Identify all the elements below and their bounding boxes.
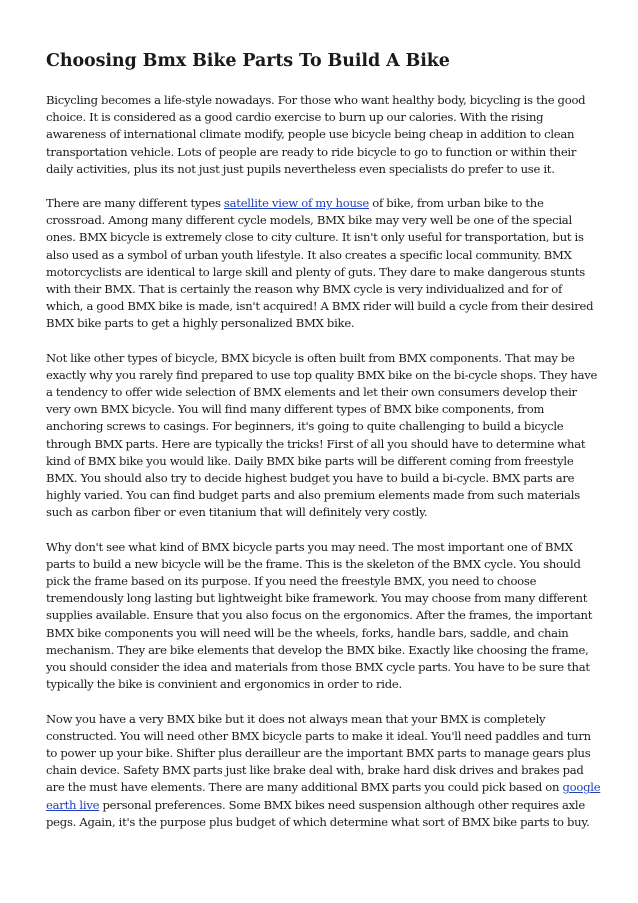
paragraph-text: There are many different types [46, 196, 224, 211]
satellite-view-link[interactable]: satellite view of my house [223, 196, 369, 211]
document-title: Choosing Bmx Bike Parts To Build A Bike [46, 51, 450, 71]
paragraph-bmx-components: Not like other types of bicycle, BMX bicycle is often built from BMX components. That may be exactly why you rarely find prepared to use top quality BMX bike on the bi-cycle shops. They have a tendency to offer wide selection of BMX elements and let their own consumers develop their very own BMX bicycle. You will find many different types of BMX bike components, from anchoring screws to casings. For beginners, it's going to quite challenging to build a bicycle through BMX parts. Here are typically the tricks! First of all you should have to determine what kind of BMX bike you would like. Daily BMX bike parts will be different coming from freestyle BMX. You should also try to decide highest budget you have to build a bi-cycle. BMX parts are highly varied. You can find budget parts and also premium elements made from such materials such as carbon fiber or even titanium that will definitely very costly. [46, 350, 598, 520]
paragraph-bmx-accessories [46, 711, 602, 831]
google-earth-live-link[interactable]: google earth live [46, 780, 601, 812]
paragraph-intro: Bicycling becomes a life-style nowadays. For those who want healthy body, bicycling is the good choice. It is considered as a good cardio exercise to burn up our calories. With the rising awareness of international climate modify, people use bicycle being cheap in addition to clean transportation vehicle. Lots of people are ready to ride bicycle to go to function or within their daily activities, plus its not just just pupils nevertheless even specialists do prefer to use it. [46, 93, 586, 176]
document-page [46, 50, 602, 848]
paragraph-text: of bike, from urban bike to the crossroad. Among many different cycle models, BMX bike may very well be one of the special ones. BMX bicycle is extremely close to city culture. It isn't only useful for transportation, but is also used as a symbol of urban youth lifestyle. It also creates a specific local community. BMX motorcyclists are identical to large skill and plenty of guts. They dare to make dangerous stunts with their BMX. That is certainly the reason why BMX cycle is very individualized and for of which, a good BMX bike is made, isn't acquired! A BMX rider will build a cycle from their desired BMX bike parts to get a highly personalized BMX bike. [46, 196, 594, 331]
paragraph-bmx-frame: Why don't see what kind of BMX bicycle parts you may need. The most important one of BMX parts to build a new bicycle will be the frame. This is the skeleton of the BMX cycle. You should pick the frame based on its purpose. If you need the freestyle BMX, you need to choose tremendously long lasting but lightweight bike framework. You may choose from many different supplies available. Ensure that you also focus on the ergonomics. After the frames, the important BMX bike components you will need will be the wheels, forks, handle bars, saddle, and chain mechanism. They are bike elements that develop the BMX bike. Exactly like choosing the frame, you should consider the idea and materials from those BMX cycle parts. You have to be sure that typically the bike is convinient and ergonomics in order to ride. [46, 539, 593, 692]
paragraph-bike-types [46, 195, 602, 333]
paragraph-text: Now you have a very BMX bike but it does not always mean that your BMX is completely constructed. You will need other BMX bicycle parts to make it ideal. You'll need paddles and turn to power up your bike. Shifter plus derailleur are the important BMX parts to manage gears plus chain device. Safety BMX parts just like brake deal with, brake hard disk drives and brakes pad are the must have elements. There are many additional BMX parts you could pick based on [46, 711, 591, 795]
paragraph-text: personal preferences. Some BMX bikes need suspension although other requires axle pegs. Again, it's the purpose plus budget of which determine what sort of BMX bike parts to buy. [46, 797, 590, 829]
